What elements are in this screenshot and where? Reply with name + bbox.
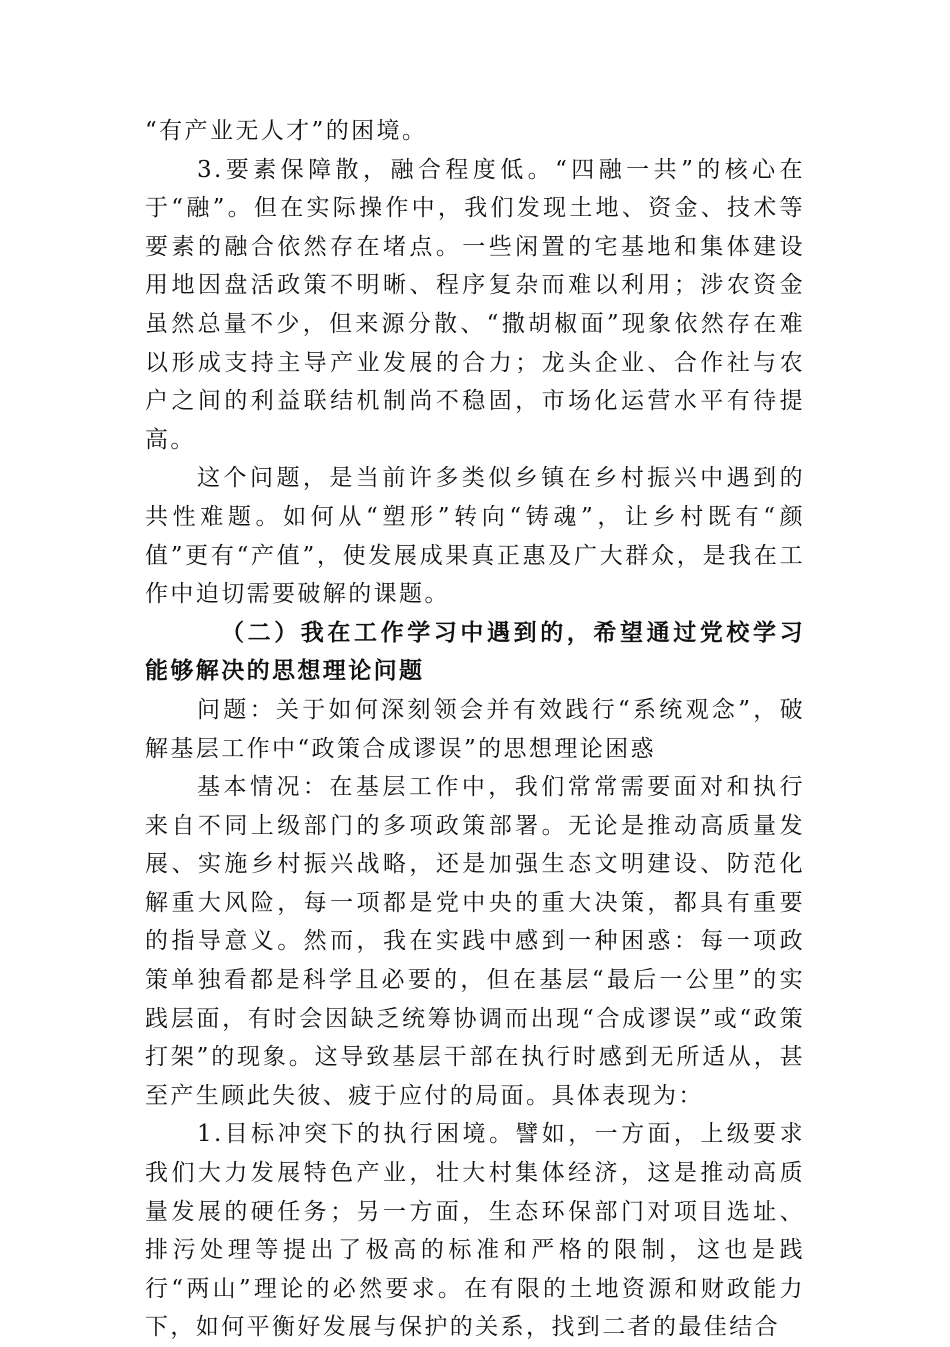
section-heading: （二）我在工作学习中遇到的，希望通过党校学习能够解决的思想理论问题 (145, 618, 805, 685)
paragraph-item-1: 1.目标冲突下的执行困境。譬如，一方面，上级要求我们大力发展特色产业，壮大村集体经济，这是推动高质量发展的硬任务；另一方面，生态环保部门对项目选址、排污处理等提出了极高的标准和严格的限制，这也是践行“两山”理论的必然要求。在有限的土地资源和财政能力下，如何平衡好发展与保护的关系，找到二者的最佳结合 (145, 1121, 805, 1341)
paragraph-3: 这个问题，是当前许多类似乡镇在乡村振兴中遇到的共性难题。如何从“塑形”转向“铸魂”，让乡村既有“颜值”更有“产值”，使发展成果真正惠及广大群众，是我在工作中迫切需要破解的课题。 (145, 465, 805, 608)
paragraph-question: 问题：关于如何深刻领会并有效践行“系统观念”，破解基层工作中“政策合成谬误”的思想理论困惑 (145, 696, 805, 762)
paragraph-basic-situation: 基本情况：在基层工作中，我们常常需要面对和执行来自不同上级部门的多项政策部署。无论是推动高质量发展、实施乡村振兴战略，还是加强生态文明建设、防范化解重大风险，每一项都是党中央的重大决策，都具有重要的指导意义。然而，我在实践中感到一种困惑：每一项政策单独看都是科学且必要的，但在基层“最后一公里”的实践层面，有时会因缺乏统筹协调而出现“合成谬误”或“政策打架”的现象。这导致基层干部在执行时感到无所适从，甚至产生顾此失彼、疲于应付的局面。具体表现为： (145, 774, 805, 1109)
paragraph-2: 3.要素保障散，融合程度低。“四融一共”的核心在于“融”。但在实际操作中，我们发现土地、资金、技术等要素的融合依然存在堵点。一些闲置的宅基地和集体建设用地因盘活政策不明晰、程序复杂而难以利用；涉农资金虽然总量不少，但来源分散、“撒胡椒面”现象依然存在难以形成支持主导产业发展的合力；龙头企业、合作社与农户之间的利益联结机制尚不稳固，市场化运营水平有待提高。 (145, 156, 805, 453)
document-body (145, 112, 805, 1347)
paragraph-1: “有产业无人才”的困境。 (145, 118, 428, 144)
